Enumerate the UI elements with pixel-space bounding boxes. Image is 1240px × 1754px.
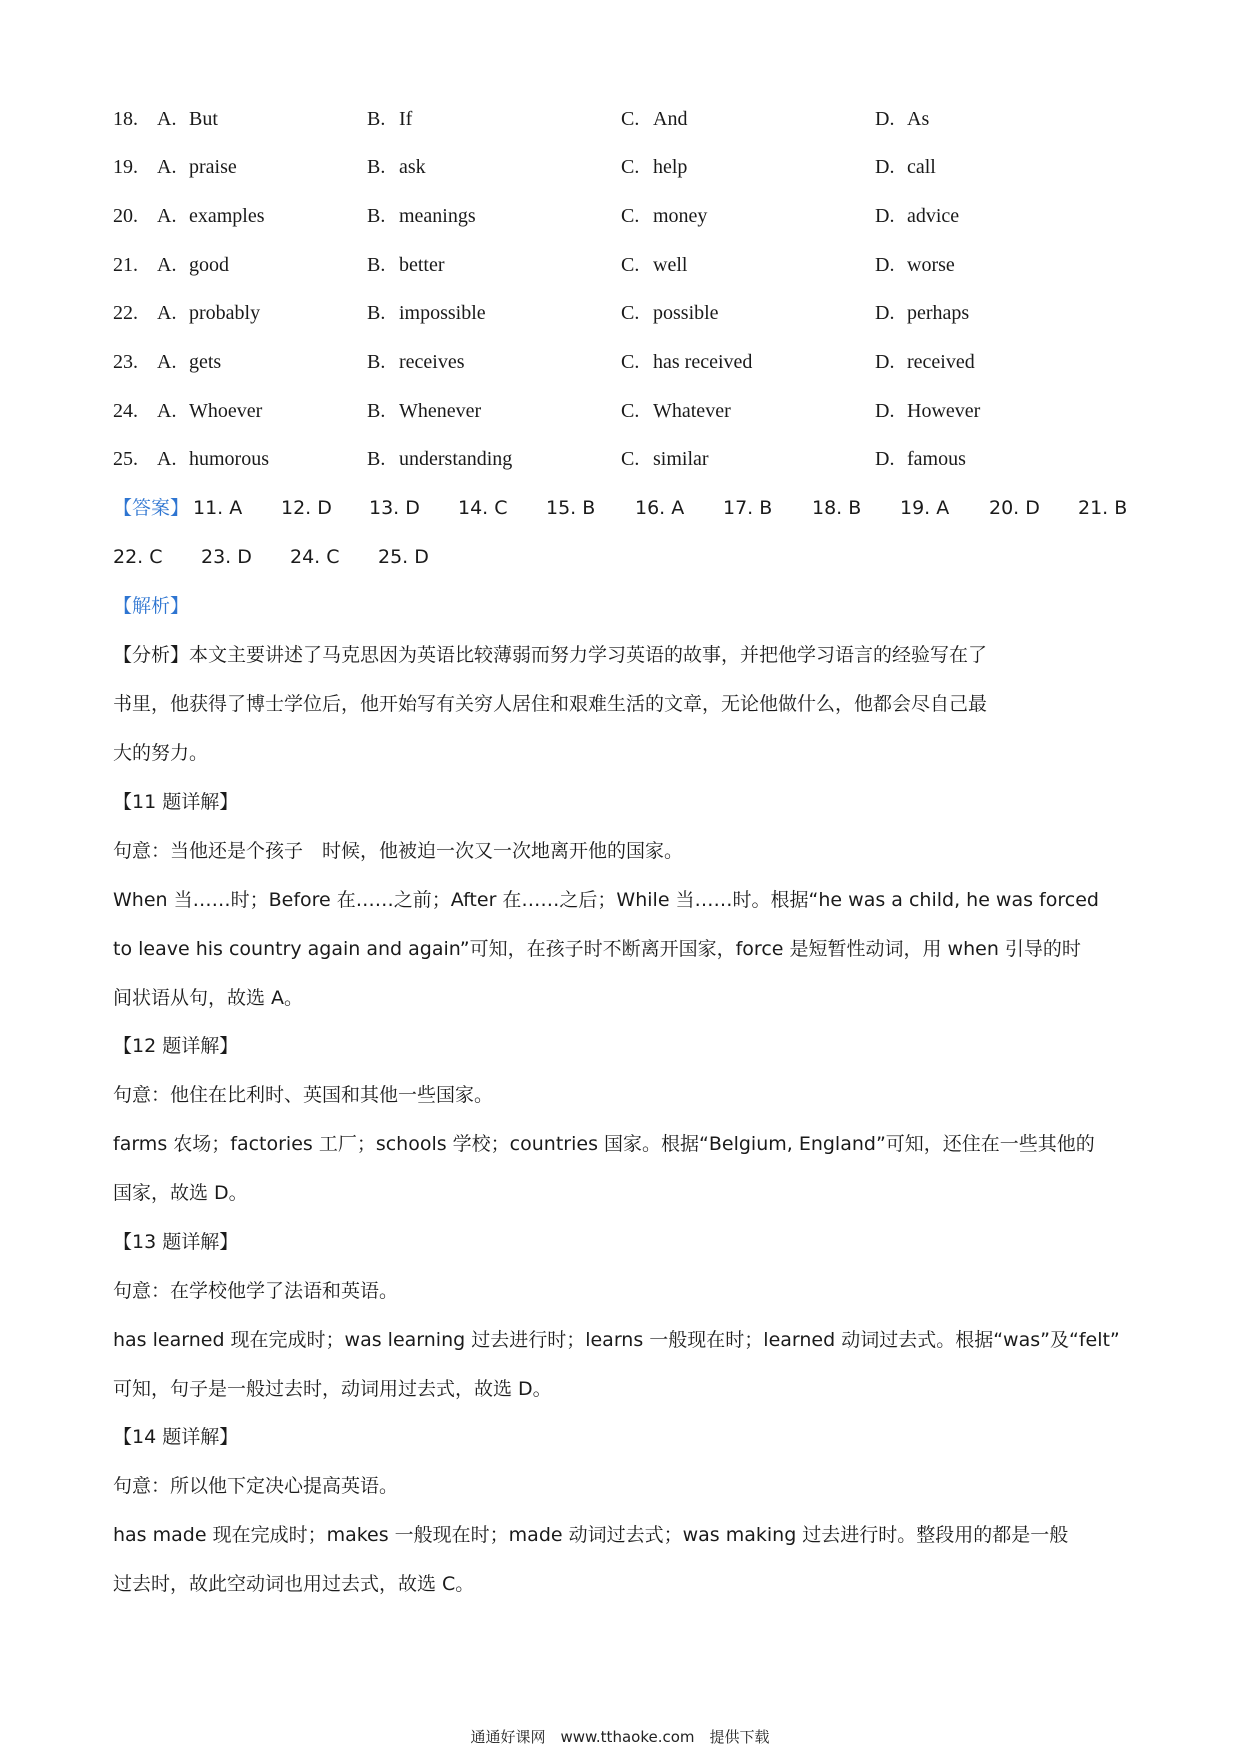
option-b: receives	[399, 351, 465, 373]
question-number: 22.	[113, 302, 138, 324]
option-a: humorous	[189, 448, 269, 470]
option-letter-b: B.	[367, 254, 386, 276]
option-d: received	[907, 351, 975, 373]
option-d: perhaps	[907, 302, 970, 324]
option-row-23	[113, 347, 1133, 377]
option-b: meanings	[399, 205, 476, 227]
option-letter-c: C.	[621, 156, 640, 178]
option-b: understanding	[399, 448, 513, 470]
q11-heading: 【11 题详解】	[113, 791, 239, 813]
q12-line-1: farms 农场；factories 工厂；schools 学校；countries 国家。根据“Belgium, England”可知，还住在一些其他的	[113, 1133, 1095, 1155]
option-letter-c: C.	[621, 254, 640, 276]
option-a: examples	[189, 205, 265, 227]
option-letter-a: A.	[157, 205, 177, 227]
q12-heading: 【12 题详解】	[113, 1035, 239, 1057]
option-a: probably	[189, 302, 261, 324]
option-letter-d: D.	[875, 400, 895, 422]
option-letter-b: B.	[367, 448, 386, 470]
question-number: 18.	[113, 108, 138, 130]
option-letter-d: D.	[875, 254, 895, 276]
option-letter-b: B.	[367, 205, 386, 227]
option-d: However	[907, 400, 981, 422]
q12-meaning: 句意：他住在比利时、英国和其他一些国家。	[113, 1084, 494, 1106]
option-a: But	[189, 108, 218, 130]
summary-line-3: 大的努力。	[113, 742, 209, 764]
q11-meaning: 句意：当他还是个孩子 时候，他被迫一次又一次地离开他的国家。	[113, 840, 684, 862]
option-row-19	[113, 152, 1133, 182]
option-c: well	[653, 254, 688, 276]
option-letter-d: D.	[875, 205, 895, 227]
question-number: 24.	[113, 400, 138, 422]
option-c: possible	[653, 302, 719, 324]
option-letter-c: C.	[621, 351, 640, 373]
question-number: 23.	[113, 351, 138, 373]
q14-line-2: 过去时，故此空动词也用过去式，故选 C。	[113, 1573, 475, 1595]
answer-item: 22. C	[113, 546, 163, 568]
question-number: 25.	[113, 448, 138, 470]
option-row-21	[113, 250, 1133, 280]
q11-line-1: When 当……时；Before 在……之前；After 在……之后；While 当……时。根据“he was a child, he was forced	[113, 889, 1099, 911]
answer-item: 24. C	[290, 546, 340, 568]
option-letter-c: C.	[621, 400, 640, 422]
option-a: Whoever	[189, 400, 263, 422]
option-c: has received	[653, 351, 753, 373]
option-letter-a: A.	[157, 254, 177, 276]
option-d: worse	[907, 254, 955, 276]
option-letter-a: A.	[157, 302, 177, 324]
option-a: good	[189, 254, 229, 276]
answer-item: 21. B	[1078, 497, 1128, 519]
option-c: money	[653, 205, 708, 227]
option-letter-b: B.	[367, 302, 386, 324]
option-letter-b: B.	[367, 351, 386, 373]
q11-line-3: 间状语从句，故选 A。	[113, 987, 304, 1009]
option-letter-c: C.	[621, 108, 640, 130]
option-c: similar	[653, 448, 709, 470]
option-letter-a: A.	[157, 108, 177, 130]
q11-line-2: to leave his country again and again”可知，在孩子时不断离开国家，force 是短暂性动词，用 when 引导的时	[113, 938, 1081, 960]
answer-key-row-1	[113, 493, 1133, 523]
option-letter-d: D.	[875, 156, 895, 178]
q13-meaning: 句意：在学校他学了法语和英语。	[113, 1280, 399, 1302]
option-letter-a: A.	[157, 351, 177, 373]
answer-key-row-2	[113, 542, 1133, 572]
page-footer: 通通好课网 www.tthaoke.com 提供下载	[470, 1728, 770, 1746]
option-b: Whenever	[399, 400, 482, 422]
option-letter-d: D.	[875, 302, 895, 324]
answer-item: 13. D	[369, 497, 420, 519]
option-letter-c: C.	[621, 448, 640, 470]
summary-line-1: 【分析】本文主要讲述了马克思因为英语比较薄弱而努力学习英语的故事，并把他学习语言的经验写在了	[113, 644, 988, 666]
q12-line-2: 国家，故选 D。	[113, 1182, 248, 1204]
answer-item: 16. A	[635, 497, 685, 519]
option-letter-a: A.	[157, 448, 177, 470]
option-d: As	[907, 108, 930, 130]
answer-item: 17. B	[723, 497, 773, 519]
q13-line-2: 可知，句子是一般过去时，动词用过去式，故选 D。	[113, 1378, 552, 1400]
option-letter-b: B.	[367, 156, 386, 178]
option-d: call	[907, 156, 936, 178]
q14-line-1: has made 现在完成时；makes 一般现在时；made 动词过去式；was making 过去进行时。整段用的都是一般	[113, 1524, 1069, 1546]
option-c: And	[653, 108, 688, 130]
answer-item: 18. B	[812, 497, 862, 519]
option-letter-a: A.	[157, 156, 177, 178]
option-row-24	[113, 396, 1133, 426]
option-a: gets	[189, 351, 222, 373]
option-letter-c: C.	[621, 205, 640, 227]
q14-heading: 【14 题详解】	[113, 1426, 239, 1448]
answer-item: 19. A	[900, 497, 950, 519]
option-letter-d: D.	[875, 448, 895, 470]
option-letter-c: C.	[621, 302, 640, 324]
option-b: impossible	[399, 302, 486, 324]
answer-tag: 【答案】	[113, 497, 190, 519]
summary-line-2: 书里，他获得了博士学位后，他开始写有关穷人居住和艰难生活的文章，无论他做什么，他都会尽自己最	[113, 693, 988, 715]
answer-item: 12. D	[281, 497, 332, 519]
option-letter-b: B.	[367, 108, 386, 130]
answer-item: 15. B	[546, 497, 596, 519]
option-d: famous	[907, 448, 966, 470]
option-letter-d: D.	[875, 108, 895, 130]
option-c: Whatever	[653, 400, 731, 422]
option-b: If	[399, 108, 413, 130]
q14-meaning: 句意：所以他下定决心提高英语。	[113, 1475, 399, 1497]
option-row-20	[113, 201, 1133, 231]
analysis-tag: 【解析】	[113, 595, 190, 617]
option-letter-b: B.	[367, 400, 386, 422]
option-d: advice	[907, 205, 960, 227]
q13-line-1: has learned 现在完成时；was learning 过去进行时；learns 一般现在时；learned 动词过去式。根据“was”及“felt”	[113, 1329, 1120, 1351]
option-letter-a: A.	[157, 400, 177, 422]
option-row-25	[113, 444, 1133, 474]
option-letter-d: D.	[875, 351, 895, 373]
answer-item: 11. A	[193, 497, 243, 519]
question-number: 21.	[113, 254, 138, 276]
question-number: 20.	[113, 205, 138, 227]
option-row-22	[113, 298, 1133, 328]
option-a: praise	[189, 156, 237, 178]
option-b: ask	[399, 156, 426, 178]
answer-item: 14. C	[458, 497, 508, 519]
answer-item: 23. D	[201, 546, 252, 568]
answer-item: 20. D	[989, 497, 1040, 519]
option-row-18	[113, 104, 1133, 134]
question-number: 19.	[113, 156, 138, 178]
option-b: better	[399, 254, 445, 276]
answer-item: 25. D	[378, 546, 429, 568]
q13-heading: 【13 题详解】	[113, 1231, 239, 1253]
option-c: help	[653, 156, 688, 178]
